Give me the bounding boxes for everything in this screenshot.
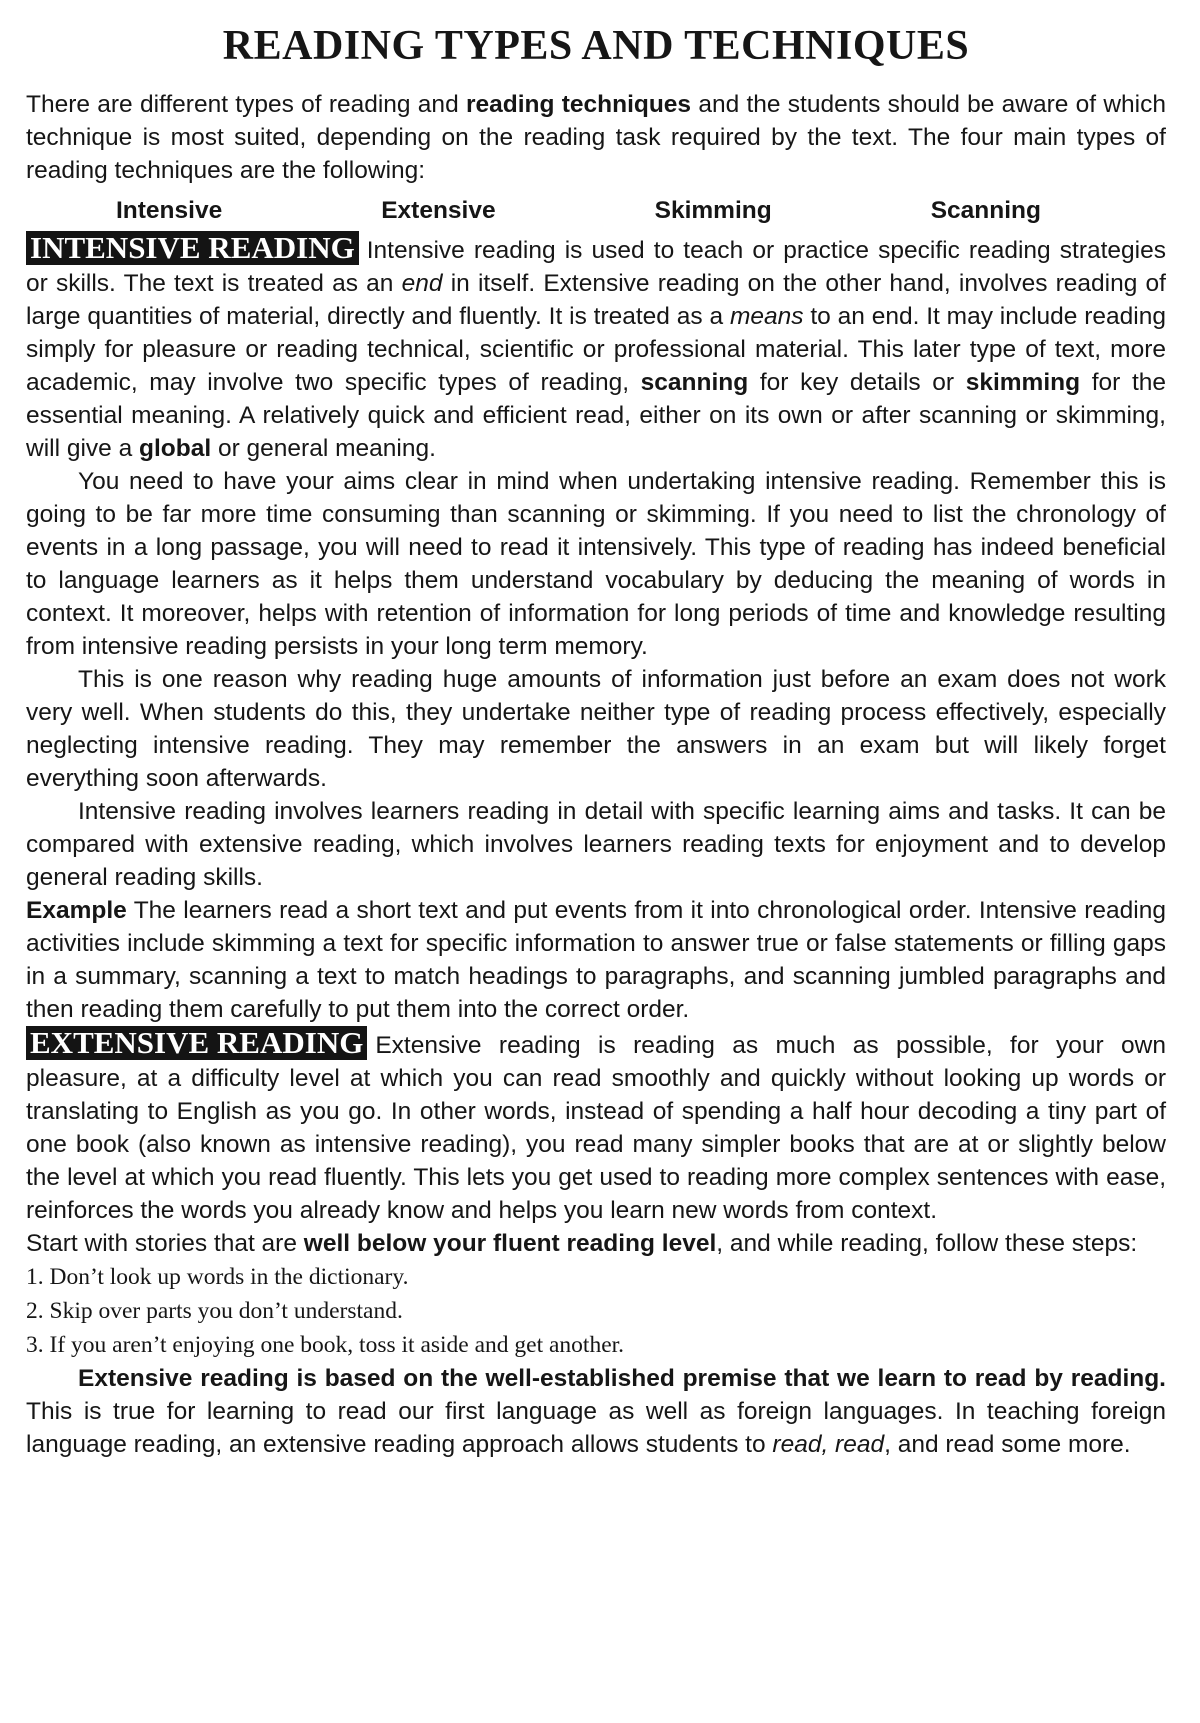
intensive-paragraph xyxy=(26,795,1166,894)
bold-text: reading techniques xyxy=(465,91,692,118)
text-run: There are different types of reading and xyxy=(26,91,466,118)
intensive-paragraph xyxy=(26,663,1166,795)
text-run: or general meaning. xyxy=(211,435,436,462)
text-run: , and read some more. xyxy=(884,1431,1131,1458)
text-run: for key details or xyxy=(748,369,966,396)
bold-text: scanning xyxy=(640,369,749,396)
italic-text: read, read xyxy=(772,1431,885,1458)
text-run: in itself. Extensive reading on the other hand, involves reading of large quantities of material, directly and fluently. It is treated as a xyxy=(26,270,1166,330)
italic-text: means xyxy=(729,303,804,330)
type-skimming: Skimming xyxy=(654,197,772,224)
intensive-paragraph xyxy=(26,465,1166,663)
text-run: You need to have your aims clear in mind when undertaking intensive reading. Remember this is going to be far more time consuming than scanning or skimming. If you need to list the chronology of events in a long passage, you will need to read it intensively. This type of reading has indeed beneficial to language learners as it helps them understand vocabulary by deducing the meaning of words in context. It moreover, helps with retention of information for long periods of time and knowledge resulting from intensive reading persists in your long term memory. xyxy=(26,468,1166,660)
section-heading: EXTENSIVE READING xyxy=(26,1026,367,1060)
bold-text: global xyxy=(139,435,212,462)
text-run: Extensive reading is reading as much as possible, for your own pleasure, at a difficulty level at which you can read smoothly and quickly without looking up words or translating to English as you go. In other words, instead of spending a half hour decoding a tiny part of one book (also known as intensive reading), you read many simpler books that are at or slightly below the level at which you read fluently. This lets you get used to reading more complex sentences with ease, reinforces the words you already know and helps you learn new words from context. xyxy=(26,1032,1166,1224)
text-run: to an end. It may include reading simply for pleasure or reading technical, scientific or professional material. This later type of text, more academic, may involve two specific types of reading, xyxy=(26,303,1166,396)
type-extensive: Extensive xyxy=(381,197,496,224)
text-run: The learners read a short text and put events from it into chronological order. Intensive reading activities include skimming a text for specific information to answer true or false statements or filling gaps in a summary, scanning a text to match headings to paragraphs, and scanning jumbled paragraphs and then reading them carefully to put them into the correct order. xyxy=(26,897,1166,1023)
text-run: Intensive reading is used to teach or practice specific reading strategies or skills. The text is treated as an xyxy=(26,237,1166,297)
extensive-paragraph xyxy=(26,1026,1166,1227)
bold-text: Example xyxy=(26,897,127,924)
page-title: READING TYPES AND TECHNIQUES xyxy=(222,23,970,69)
bold-text: skimming xyxy=(965,369,1081,396)
steps-list xyxy=(26,1260,1166,1362)
italic-text: end xyxy=(401,270,443,297)
type-intensive: Intensive xyxy=(116,197,223,224)
text-run: This is one reason why reading huge amounts of information just before an exam does not work very well. When students do this, they undertake neither type of reading process effectively, especially neglecting intensive reading. They may remember the answers in an exam but will likely forget everything soon afterwards. xyxy=(26,666,1166,792)
bold-text: Extensive reading is based on the well-established premise that we learn to read by reading. xyxy=(78,1365,1166,1392)
step-item: 3. If you aren’t enjoying one book, toss it aside and get another. xyxy=(26,1332,625,1358)
example-paragraph xyxy=(26,894,1166,1026)
text-run: Intensive reading involves learners reading in detail with specific learning aims and tasks. It can be compared with extensive reading, which involves learners reading texts for enjoyment and to develop general reading skills. xyxy=(26,798,1166,891)
step-item: 1. Don’t look up words in the dictionary. xyxy=(26,1264,409,1290)
type-scanning: Scanning xyxy=(930,197,1041,224)
text-run: for the essential meaning. A relatively quick and efficient read, either on its own or after scanning or skimming, will give a xyxy=(26,369,1167,462)
text-run: and the students should be aware of which technique is most suited, depending on the reading task required by the text. The four main types of reading techniques are the following: xyxy=(26,91,1166,184)
intro-paragraph xyxy=(26,88,1166,187)
intensive-reading-section xyxy=(26,231,1166,1026)
extensive-reading-section xyxy=(26,1026,1166,1461)
text-run: , and while reading, follow these steps: xyxy=(716,1230,1138,1257)
intensive-paragraph xyxy=(26,231,1166,465)
section-heading: INTENSIVE READING xyxy=(26,231,359,265)
text-run: Start with stories that are xyxy=(26,1230,304,1257)
reading-types-list xyxy=(26,193,1166,229)
extensive-paragraph xyxy=(26,1227,1166,1260)
bold-text: well below your fluent reading level xyxy=(303,1230,717,1257)
step-item: 2. Skip over parts you don’t understand. xyxy=(26,1298,403,1324)
closing-paragraph xyxy=(26,1362,1166,1461)
text-run: This is true for learning to read our first language as well as foreign languages. In teaching foreign language reading, an extensive reading approach allows students to xyxy=(26,1398,1166,1458)
